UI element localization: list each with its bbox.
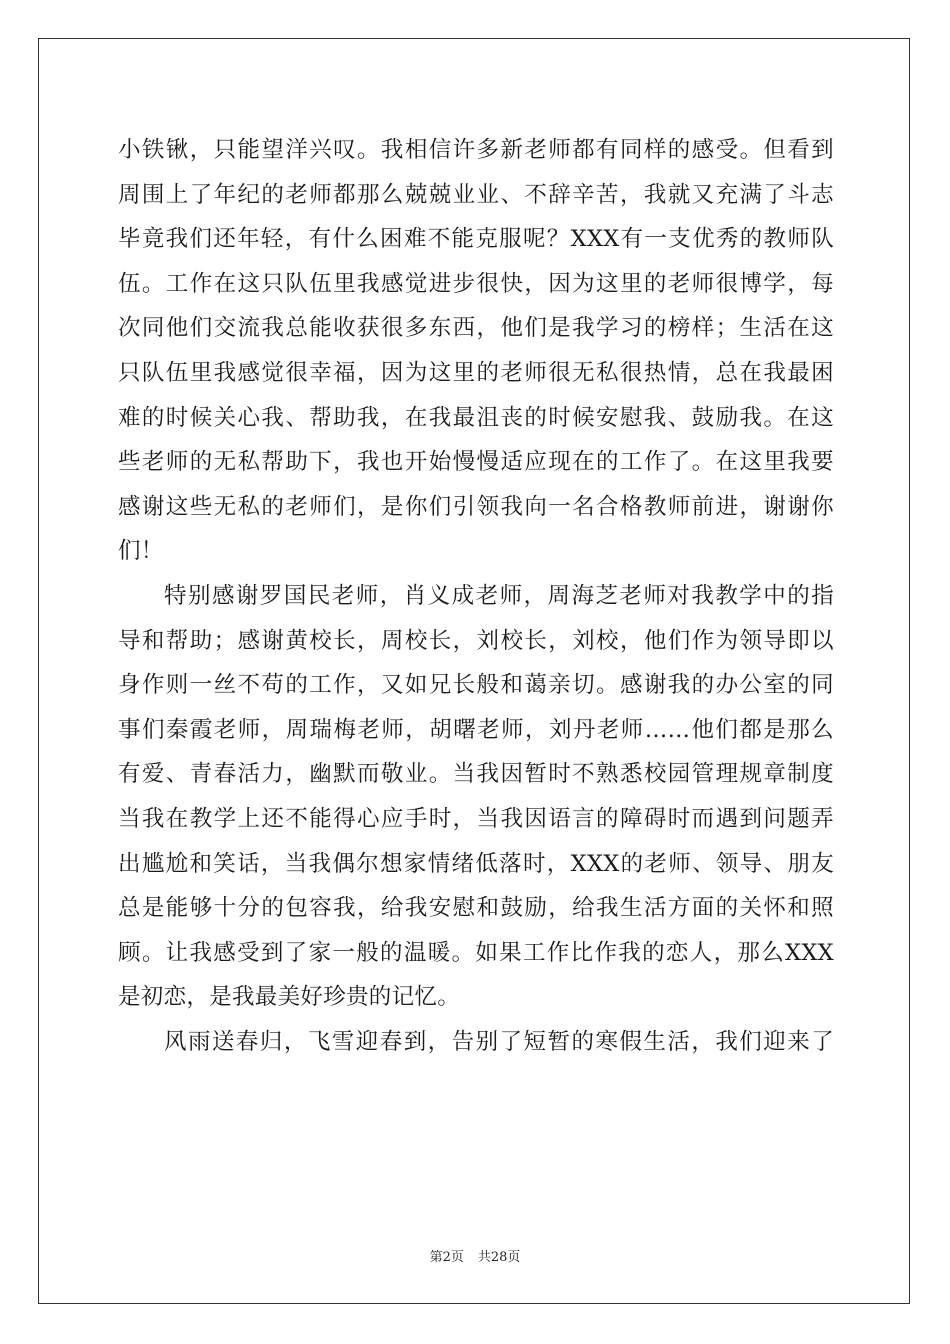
total-pages: 共28页: [477, 1250, 521, 1265]
text-line: 特别感谢罗国民老师，肖义成老师，周海芝老师对我教学中的指: [164, 582, 834, 609]
text-line: 些老师的无私帮助下，我也开始慢慢适应现在的工作了。在这里我要: [118, 449, 834, 476]
page-number: 第2页: [429, 1250, 464, 1265]
text-line: 风雨送春归，飞雪迎春到，告别了短暂的寒假生活，我们迎来了: [164, 1028, 834, 1055]
text-line: 周围上了年纪的老师都那么兢兢业业、不辞辛苦，我就又充满了斗志: [118, 181, 834, 208]
text-line: 毕竟我们还年轻，有什么困难不能克服呢？XXX有一支优秀的教师队: [118, 226, 834, 253]
text-line: 次同他们交流我总能收获很多东西，他们是我学习的榜样；生活在这: [118, 315, 834, 342]
text-line: 总是能够十分的包容我，给我安慰和鼓励，给我生活方面的关怀和照: [118, 895, 834, 922]
text-line: 顾。让我感受到了家一般的温暖。如果工作比作我的恋人，那么XXX: [118, 939, 834, 966]
text-line: 导和帮助；感谢黄校长，周校长，刘校长，刘校，他们作为领导即以: [118, 627, 834, 654]
text-line: 身作则一丝不苟的工作，又如兄长般和蔼亲切。感谢我的办公室的同: [118, 672, 834, 699]
page-footer: [0, 1246, 950, 1265]
text-line: 事们秦霞老师，周瑞梅老师，胡曙老师，刘丹老师……他们都是那么: [118, 716, 834, 743]
text-line: 们！: [118, 538, 164, 565]
text-line: 有爱、青春活力，幽默而敬业。当我因暂时不熟悉校园管理规章制度: [118, 761, 834, 788]
text-line: 伍。工作在这只队伍里我感觉进步很快，因为这里的老师很博学，每: [118, 270, 834, 297]
document-body: [118, 128, 834, 1064]
text-line: 出尴尬和笑话，当我偶尔想家情绪低落时，XXX的老师、领导、朋友: [118, 850, 834, 877]
text-line: 感谢这些无私的老师们，是你们引领我向一名合格教师前进，谢谢你: [118, 493, 834, 520]
text-line: 是初恋，是我最美好珍贵的记忆。: [118, 984, 461, 1011]
text-line: 小铁锹，只能望洋兴叹。我相信许多新老师都有同样的感受。但看到: [118, 137, 834, 163]
text-line: 当我在教学上还不能得心应手时，当我因语言的障碍时而遇到问题弄: [118, 805, 834, 832]
text-line: 只队伍里我感觉很幸福，因为这里的老师很无私很热情，总在我最困: [118, 359, 834, 386]
text-line: 难的时候关心我、帮助我，在我最沮丧的时候安慰我、鼓励我。在这: [118, 404, 834, 431]
